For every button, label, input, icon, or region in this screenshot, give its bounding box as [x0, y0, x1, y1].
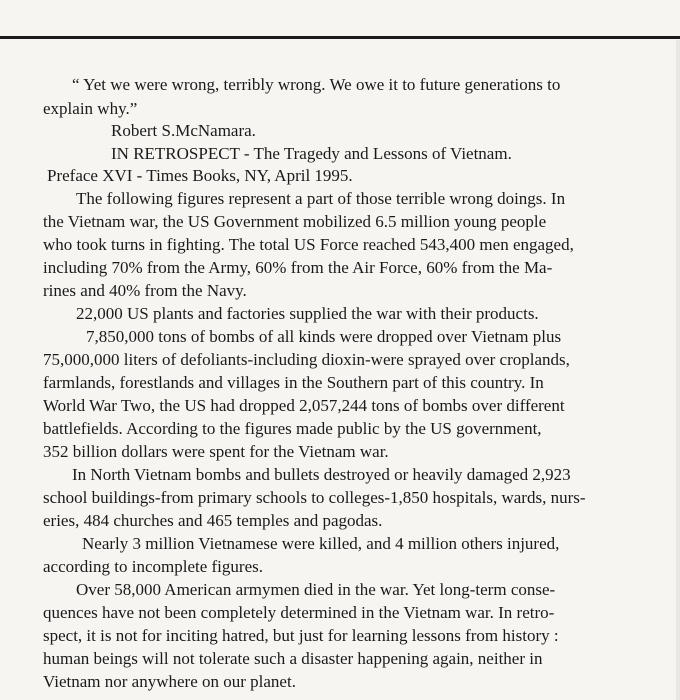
- quote-source-detail: Preface XVI - Times Books, NY, April 1995.: [47, 166, 353, 185]
- paragraph-1-line: rines and 40% from the Navy.: [43, 281, 247, 300]
- paragraph-5-line: according to incomplete figures.: [43, 557, 263, 576]
- paragraph-4-line: In North Vietnam bombs and bullets destroyed or heavily damaged 2,923: [72, 465, 571, 484]
- paragraph-1-line: including 70% from the Army, 60% from the Air Force, 60% from the Ma-: [43, 258, 553, 277]
- quote-line: “ Yet we were wrong, terribly wrong. We owe it to future generations to: [72, 75, 561, 94]
- paragraph-3-line: World War Two, the US had dropped 2,057,244 tons of bombs over different: [43, 396, 565, 415]
- paragraph-1-line: The following figures represent a part of those terrible wrong doings. In: [76, 189, 566, 208]
- paragraph-1-line: who took turns in fighting. The total US Force reached 543,400 men engaged,: [43, 235, 574, 254]
- paragraph-6-line: Over 58,000 American armymen died in the war. Yet long-term conse-: [76, 580, 556, 599]
- paragraph-6-line: Vietnam nor anywhere on our planet.: [43, 672, 296, 691]
- paragraph-3-line: battlefields. According to the figures made public by the US government,: [43, 419, 542, 438]
- paragraph-4-line: eries, 484 churches and 465 temples and pagodas.: [43, 511, 383, 530]
- quote-source-title: IN RETROSPECT - The Tragedy and Lessons of Vietnam.: [111, 144, 512, 163]
- paragraph-6-line: spect, it is not for inciting hatred, but just for learning lessons from history :: [43, 626, 559, 645]
- paragraph-4-line: school buildings-from primary schools to colleges-1,850 hospitals, wards, nurs-: [43, 488, 586, 507]
- paragraph-2-line: 22,000 US plants and factories supplied the war with their products.: [76, 304, 539, 323]
- paragraph-3-line: 352 billion dollars were spent for the Vietnam war.: [43, 442, 389, 461]
- paragraph-3-line: farmlands, forestlands and villages in the Southern part of this country. In: [43, 373, 544, 392]
- paragraph-3-line: 75,000,000 liters of defoliants-including dioxin-were sprayed over croplands,: [43, 350, 570, 369]
- paragraph-1-line: the Vietnam war, the US Government mobilized 6.5 million young people: [43, 212, 547, 231]
- paragraph-5-line: Nearly 3 million Vietnamese were killed, and 4 million others injured,: [82, 534, 560, 553]
- quote-author: Robert S.McNamara.: [111, 121, 256, 140]
- quote-line: explain why.”: [43, 99, 138, 118]
- paragraph-6-line: human beings will not tolerate such a disaster happening again, neither in: [43, 649, 543, 668]
- paragraph-6-line: quences have not been completely determined in the Vietnam war. In retro-: [43, 603, 555, 622]
- paragraph-3-line: 7,850,000 tons of bombs of all kinds were dropped over Vietnam plus: [86, 327, 562, 346]
